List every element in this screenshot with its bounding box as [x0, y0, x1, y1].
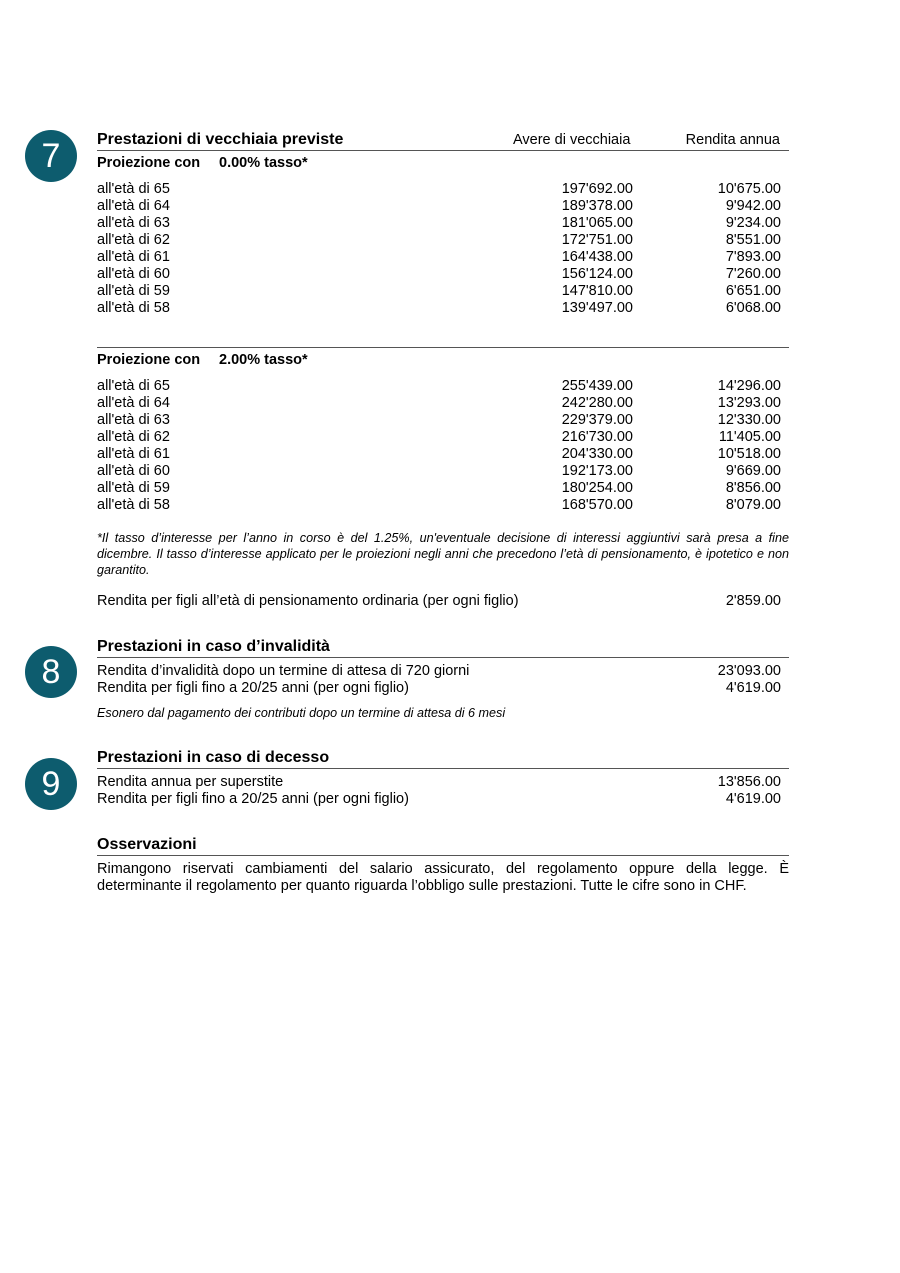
age-label: all'età di 64: [97, 198, 170, 214]
pension-value: 8'551.00: [725, 232, 781, 248]
pension-value: 7'893.00: [725, 249, 781, 265]
age-row: [97, 232, 781, 249]
pension-value: 13'293.00: [717, 395, 781, 411]
age-row: [97, 266, 781, 283]
pension-value: 10'675.00: [717, 181, 781, 197]
age-row: [97, 300, 781, 317]
capital-value: 204'330.00: [561, 446, 633, 462]
pension-value: 10'518.00: [717, 446, 781, 462]
age-label: all'età di 65: [97, 181, 170, 197]
capital-value: 164'438.00: [561, 249, 633, 265]
disability-title: Prestazioni in caso d’invalidità: [97, 638, 789, 658]
remarks-text: Rimangono riservati cambiamenti del salario assicurato, del regolamento oppure della legge. È determinante il regolamento per quanto riguarda l’obbligo sulle prestazioni. Tutte le cifre sono in CHF.: [97, 861, 789, 894]
death-row-label: Rendita annua per superstite: [97, 774, 284, 790]
age-label: all'età di 62: [97, 429, 170, 445]
pension-value: 9'234.00: [725, 215, 781, 231]
pension-value: 12'330.00: [717, 412, 781, 428]
capital-value: 197'692.00: [561, 181, 633, 197]
section-number-badge: 9: [25, 758, 77, 810]
disability-row-label: Rendita d’invalidità dopo un termine di attesa di 720 giorni: [97, 663, 470, 679]
age-label: all'età di 61: [97, 249, 170, 265]
age-label: all'età di 65: [97, 378, 170, 394]
pension-value: 7'260.00: [725, 266, 781, 282]
interest-footnote: *Il tasso d’interesse per l’anno in corso è del 1.25%, un'eventuale decisione di interessi aggiuntivi sarà presa a fine dicembre. Il tasso d’interesse applicato per le proiezioni negli anni che precedono l’età di pensionamento, è ipotetico e non garantito.: [97, 531, 789, 577]
capital-value: 181'065.00: [561, 215, 633, 231]
death-row: [97, 774, 781, 791]
age-label: all'età di 62: [97, 232, 170, 248]
projection-rate: 0.00% tasso*: [219, 155, 308, 171]
capital-value: 229'379.00: [561, 412, 633, 428]
capital-value: 242'280.00: [561, 395, 633, 411]
column-header-capital: Avere di vecchiaia: [513, 132, 631, 148]
old-age-title: Prestazioni di vecchiaia previste: [97, 131, 789, 151]
pension-value: 9'669.00: [725, 463, 781, 479]
capital-value: 255'439.00: [561, 378, 633, 394]
child-pension-value: 2'859.00: [725, 593, 781, 609]
disability-row: [97, 663, 781, 680]
remarks-title: Osservazioni: [97, 836, 789, 856]
column-header-pension: Rendita annua: [685, 132, 780, 148]
projection-table-2: [97, 378, 781, 514]
capital-value: 192'173.00: [561, 463, 633, 479]
age-row: [97, 395, 781, 412]
age-row: [97, 463, 781, 480]
projection-label: Proiezione con: [97, 352, 201, 368]
age-row: [97, 283, 781, 300]
capital-value: 216'730.00: [561, 429, 633, 445]
age-label: all'età di 58: [97, 497, 170, 513]
pension-value: 11'405.00: [718, 429, 781, 445]
age-label: all'età di 64: [97, 395, 170, 411]
child-pension-label: Rendita per figli all’età di pensionamento ordinaria (per ogni figlio): [97, 593, 519, 609]
age-label: all'età di 61: [97, 446, 170, 462]
projection-label: Proiezione con: [97, 155, 201, 171]
pension-value: 6'068.00: [725, 300, 781, 316]
death-row: [97, 791, 781, 808]
age-row: [97, 198, 781, 215]
projection-rate: 2.00% tasso*: [219, 352, 308, 368]
capital-value: 189'378.00: [561, 198, 633, 214]
age-row: [97, 446, 781, 463]
age-label: all'età di 58: [97, 300, 170, 316]
death-row-label: Rendita per figli fino a 20/25 anni (per ogni figlio): [97, 791, 409, 807]
age-row: [97, 249, 781, 266]
death-title: Prestazioni in caso di decesso: [97, 749, 789, 769]
projection-heading: [97, 352, 308, 369]
child-pension-row: [97, 593, 781, 610]
capital-value: 139'497.00: [561, 300, 633, 316]
capital-value: 172'751.00: [561, 232, 633, 248]
pension-value: 14'296.00: [717, 378, 781, 394]
capital-value: 156'124.00: [561, 266, 633, 282]
age-label: all'età di 59: [97, 480, 170, 496]
pension-value: 8'856.00: [725, 480, 781, 496]
capital-value: 180'254.00: [561, 480, 633, 496]
disability-row-value: 4'619.00: [725, 680, 781, 696]
age-label: all'età di 63: [97, 412, 170, 428]
pension-value: 8'079.00: [725, 497, 781, 513]
age-row: [97, 181, 781, 198]
section-number-badge: 7: [25, 130, 77, 182]
death-row-value: 4'619.00: [725, 791, 781, 807]
pension-value: 6'651.00: [725, 283, 781, 299]
capital-value: 168'570.00: [561, 497, 633, 513]
disability-note: Esonero dal pagamento dei contributi dopo un termine di attesa di 6 mesi: [97, 706, 506, 720]
age-label: all'età di 59: [97, 283, 170, 299]
section-number-badge: 8: [25, 646, 77, 698]
age-row: [97, 215, 781, 232]
age-label: all'età di 60: [97, 266, 170, 282]
age-row: [97, 429, 781, 446]
age-label: all'età di 60: [97, 463, 170, 479]
age-label: all'età di 63: [97, 215, 170, 231]
age-row: [97, 497, 781, 514]
divider: [97, 347, 789, 348]
capital-value: 147'810.00: [561, 283, 633, 299]
projection-table-1: [97, 181, 781, 317]
disability-row-value: 23'093.00: [717, 663, 781, 679]
disability-row: [97, 680, 781, 697]
age-row: [97, 412, 781, 429]
pension-value: 9'942.00: [725, 198, 781, 214]
projection-heading: [97, 155, 308, 172]
disability-row-label: Rendita per figli fino a 20/25 anni (per ogni figlio): [97, 680, 409, 696]
age-row: [97, 378, 781, 395]
death-row-value: 13'856.00: [717, 774, 781, 790]
age-row: [97, 480, 781, 497]
